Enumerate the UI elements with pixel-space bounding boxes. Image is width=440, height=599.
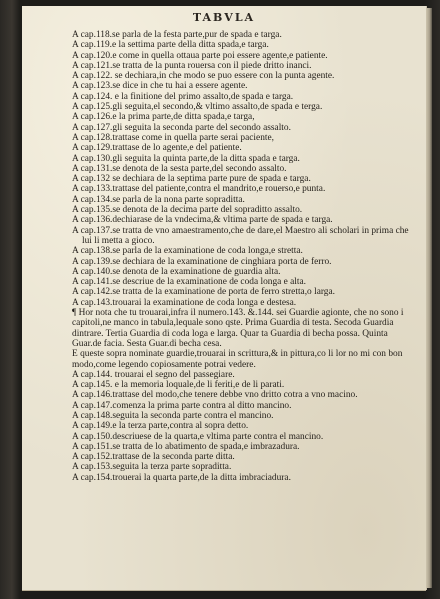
toc-entry: A cap.139.se dechiara de la examinatione de cinghiara porta de ferro. bbox=[72, 256, 332, 267]
toc-entry: A cap.119.e la settima parte della ditta spada,e targa. bbox=[72, 40, 269, 51]
toc-entry: A cap.123.se dice in che tu hai a essere agente. bbox=[72, 81, 248, 92]
toc-entry: A cap.124. e la finitione del primo assalto,de spada e targa. bbox=[72, 91, 294, 102]
toc-entry: A cap.143.trouarai la examinatione de coda longa e destesa. bbox=[72, 297, 297, 308]
toc-entry: A cap.135.se denota de la decima parte del sopraditto assalto. bbox=[72, 205, 303, 216]
toc-entry: A cap.118.se parla de la festa parte,pur de spada e targa. bbox=[72, 30, 282, 40]
toc-entry: A cap.127.gli seguita la seconda parte del secondo assalto. bbox=[72, 122, 291, 133]
toc-entry: A cap.129.trattase de lo agente,e del patiente. bbox=[72, 143, 242, 154]
toc-entry: A cap.144. trouarai el segno del passegiare. bbox=[72, 369, 235, 380]
toc-entry: A cap.126.e la prima parte,de ditta spada,e targa, bbox=[72, 112, 255, 123]
toc-entry: A cap.149.e la terza parte,contra al sopra detto. bbox=[72, 421, 249, 432]
table-of-contents bbox=[72, 30, 412, 483]
toc-entry: A cap.132 se dechiara de la septima parte pure de spada e targa. bbox=[72, 174, 311, 185]
toc-entry: A cap.153.seguita la terza parte sopraditta. bbox=[72, 462, 232, 473]
toc-entry: A cap.145. e la memoria loquale,de li feriti,e de li parati. bbox=[72, 380, 285, 391]
toc-entry: A cap.146.trattase del modo,che tenere debbe vno dritto cotra a vno macino. bbox=[72, 390, 358, 401]
toc-entry: A cap.130.gli seguita la quinta parte,de la ditta spada e targa. bbox=[72, 153, 300, 164]
toc-entry: A cap.140.se denota de la examinatione de guardia alta. bbox=[72, 266, 281, 277]
note-paragraph: E queste sopra nominate guardie,trouarai in scrittura,& in pittura,co li lor no mi con bon modo,come legendo copiosamente potrai vedere. bbox=[72, 349, 403, 370]
toc-entry: A cap.147.comenza la prima parte contra al ditto mancino. bbox=[72, 400, 292, 411]
toc-entry: A cap.133.trattase del patiente,contra el mandrito,e rouerso,e punta. bbox=[72, 184, 326, 195]
toc-entry: A cap.141.se descriue de la examinatione de coda longa e alta. bbox=[72, 277, 307, 288]
toc-entry: A cap.142.se tratta de la examinatione de porta de ferro stretta,o larga. bbox=[72, 287, 335, 298]
toc-entry: A cap.122. se dechiara,in che modo se puo essere con la punta agente. bbox=[72, 71, 335, 82]
toc-entry: A cap.137.se tratta de vno amaestramento,che de dare,el Maestro ali scholari in prima che lui li metta a gioco. bbox=[72, 225, 409, 246]
toc-entry: A cap.148.seguita la seconda parte contra el mancino. bbox=[72, 410, 274, 421]
toc-entry: A cap.125.gli seguita,el secondo,& vltimo assalto,de spada e terga. bbox=[72, 102, 323, 113]
toc-entry: A cap.154.trouerai la quarta parte,de la ditta imbraciadura. bbox=[72, 472, 291, 483]
note-paragraph: ¶ Hor nota che tu trouarai,infra il numero.143. &.144. sei Guardie agionte, che no sono i capitoli,ne manco in tabula,lequale sono qste. Prima Guardia di testa. Secoda Guardia dintrare. Tertia Guardia di coda loga e larga. Quar ta Guardia di becha possa. Quinta Guar.de facia. Sesta Guar.di becha cesa. bbox=[72, 308, 404, 349]
toc-entry: A cap.128.trattase come in quella parte serai paciente, bbox=[72, 132, 274, 143]
book-page bbox=[22, 6, 426, 590]
toc-entry: A cap.131.se denota de la sesta parte,del secondo assalto. bbox=[72, 163, 287, 174]
toc-entry: A cap.136.dechiarase de la vndecima,& vltima parte de spada e targa. bbox=[72, 215, 333, 226]
toc-entry: A cap.134.se parla de la nona parte sopraditta. bbox=[72, 194, 245, 205]
page-edge bbox=[426, 8, 432, 588]
toc-entry: A cap.120.e come in quella ottaua parte poi essere agente,e patiente. bbox=[72, 50, 328, 61]
toc-entry: A cap.150.descriuese de la quarta,e vltima parte contra el mancino. bbox=[72, 431, 324, 442]
page-header: TABVLA bbox=[192, 11, 256, 24]
toc-entry: A cap.152.trattase de la seconda parte ditta. bbox=[72, 452, 235, 463]
toc-entry: A cap.121.se tratta de la punta rouersa con il piede dritto inanci. bbox=[72, 60, 312, 71]
toc-entry: A cap.138.se parla de la examinatione de coda longa,e stretta. bbox=[72, 246, 303, 257]
toc-entry: A cap.151.se tratta de lo abatimento de spada,e imbrazadura. bbox=[72, 441, 300, 452]
